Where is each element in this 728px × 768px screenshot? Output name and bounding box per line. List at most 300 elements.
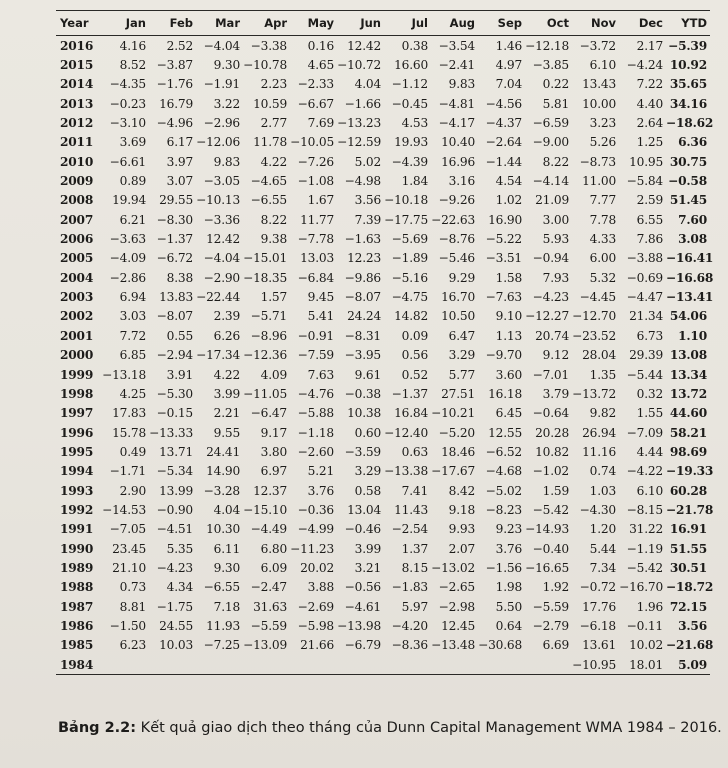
month-cell: 6.69 <box>542 638 569 653</box>
month-cell: −14.93 <box>525 522 569 537</box>
month-cell: 3.79 <box>542 386 569 401</box>
month-cell: 12.37 <box>253 483 287 498</box>
ytd-cell: 13.08 <box>669 348 707 363</box>
month-cell: −6.79 <box>344 638 381 653</box>
month-cell: 6.10 <box>636 483 663 498</box>
month-cell: −1.12 <box>391 77 428 92</box>
month-cell: 5.35 <box>166 541 193 556</box>
year-cell: 2007 <box>60 212 94 227</box>
month-cell: 6.23 <box>119 638 146 653</box>
month-cell: 19.94 <box>112 193 146 208</box>
month-cell: −7.25 <box>203 638 240 653</box>
month-cell: 9.83 <box>213 154 240 169</box>
month-cell: 1.25 <box>636 135 663 150</box>
month-cell: 7.77 <box>589 193 616 208</box>
month-cell: 3.16 <box>448 174 475 189</box>
month-cell: 9.10 <box>495 309 522 324</box>
column-header-apr: Apr <box>243 11 290 36</box>
month-cell: −5.22 <box>485 232 522 247</box>
month-cell: −5.30 <box>156 386 193 401</box>
month-cell: −4.14 <box>532 174 569 189</box>
month-cell: −4.23 <box>532 290 569 305</box>
table-row <box>56 539 710 558</box>
year-cell: 2003 <box>60 290 94 305</box>
month-cell: 3.29 <box>448 348 475 363</box>
table-row <box>56 365 710 384</box>
month-cell: −2.64 <box>485 135 522 150</box>
month-cell: 2.64 <box>636 116 663 131</box>
column-header-may: May <box>290 11 337 36</box>
table-row <box>56 578 710 597</box>
year-cell: 2006 <box>60 232 94 247</box>
month-cell: 4.04 <box>213 502 240 517</box>
month-cell: 0.63 <box>401 444 428 459</box>
month-cell: 6.97 <box>260 464 287 479</box>
month-cell: 11.16 <box>582 444 616 459</box>
month-cell: −5.84 <box>626 174 663 189</box>
month-cell: 4.44 <box>636 444 663 459</box>
month-cell: 0.60 <box>354 425 381 440</box>
month-cell: 10.00 <box>582 96 616 111</box>
month-cell: 0.52 <box>401 367 428 382</box>
month-cell: −2.41 <box>438 58 475 73</box>
table-row <box>56 462 710 481</box>
month-cell: 6.26 <box>213 328 240 343</box>
column-header-year: Year <box>56 11 102 36</box>
month-cell: 1.20 <box>589 522 616 537</box>
column-header-sep: Sep <box>478 11 525 36</box>
month-cell: 6.45 <box>495 406 522 421</box>
month-cell: −8.73 <box>579 154 616 169</box>
ytd-cell: 13.34 <box>669 367 707 382</box>
year-cell: 1984 <box>56 655 102 675</box>
month-cell: 1.96 <box>636 599 663 614</box>
month-cell: 7.86 <box>636 232 663 247</box>
ytd-cell: 51.45 <box>669 193 707 208</box>
month-cell: 1.03 <box>589 483 616 498</box>
month-cell: 3.07 <box>166 174 193 189</box>
month-cell: −8.15 <box>626 502 663 517</box>
month-cell: −0.69 <box>626 270 663 285</box>
month-cell: −5.16 <box>391 270 428 285</box>
month-cell: −10.78 <box>243 58 287 73</box>
table-row <box>56 113 710 132</box>
month-cell: 0.56 <box>401 348 428 363</box>
month-cell: 9.18 <box>448 502 475 517</box>
month-cell: −13.48 <box>431 638 475 653</box>
month-cell: −4.45 <box>579 290 616 305</box>
month-cell: 13.03 <box>300 251 334 266</box>
month-cell: −3.59 <box>344 444 381 459</box>
month-cell: −3.63 <box>109 232 146 247</box>
month-cell: 3.00 <box>542 212 569 227</box>
month-cell: 3.80 <box>260 444 287 459</box>
month-cell: 1.58 <box>495 270 522 285</box>
month-cell: −12.36 <box>243 348 287 363</box>
month-cell: −1.83 <box>391 580 428 595</box>
ytd-cell: −16.41 <box>666 251 714 266</box>
month-cell: 5.32 <box>589 270 616 285</box>
month-cell: −3.95 <box>344 348 381 363</box>
month-cell: −5.42 <box>626 560 663 575</box>
ytd-cell: 60.28 <box>669 483 707 498</box>
month-cell: 21.09 <box>535 193 569 208</box>
month-cell: −10.95 <box>572 655 619 675</box>
month-cell: −2.79 <box>532 618 569 633</box>
month-cell: −5.46 <box>438 251 475 266</box>
month-cell: −4.65 <box>250 174 287 189</box>
month-cell: 20.74 <box>535 328 569 343</box>
month-cell: −4.47 <box>626 290 663 305</box>
month-cell: −12.70 <box>572 309 616 324</box>
month-cell: −2.60 <box>297 444 334 459</box>
ytd-cell: −13.41 <box>666 290 714 305</box>
month-cell: −9.86 <box>344 270 381 285</box>
month-cell: 7.72 <box>119 328 146 343</box>
month-cell: 2.90 <box>119 483 146 498</box>
month-cell: 7.18 <box>213 599 240 614</box>
month-cell: 5.21 <box>307 464 334 479</box>
month-cell: 18.01 <box>619 655 666 675</box>
table-row <box>56 55 710 74</box>
month-cell: −4.20 <box>391 618 428 633</box>
month-cell: −6.47 <box>250 406 287 421</box>
month-cell: −4.51 <box>156 522 193 537</box>
month-cell: 15.78 <box>112 425 146 440</box>
month-cell: 3.99 <box>354 541 381 556</box>
month-cell: 8.81 <box>119 599 146 614</box>
table-caption <box>58 720 722 736</box>
ytd-cell: 58.21 <box>669 425 707 440</box>
month-cell: −0.36 <box>297 502 334 517</box>
month-cell: −1.19 <box>626 541 663 556</box>
table-row <box>56 191 710 210</box>
table-row <box>56 404 710 423</box>
year-cell: 1987 <box>60 599 94 614</box>
month-cell: −18.35 <box>243 270 287 285</box>
month-cell: −10.21 <box>431 406 475 421</box>
year-cell: 2000 <box>60 348 94 363</box>
table-row <box>56 268 710 287</box>
month-cell: 3.23 <box>589 116 616 131</box>
month-cell: 10.40 <box>441 135 475 150</box>
month-cell: 8.38 <box>166 270 193 285</box>
month-cell: 9.82 <box>589 406 616 421</box>
month-cell <box>243 655 290 675</box>
year-cell: 2008 <box>60 193 94 208</box>
column-header-jun: Jun <box>337 11 384 36</box>
year-cell: 2014 <box>60 77 94 92</box>
month-cell: −0.72 <box>579 580 616 595</box>
column-header-jul: Jul <box>384 11 431 36</box>
month-cell: −3.51 <box>485 251 522 266</box>
month-cell: 1.57 <box>260 290 287 305</box>
month-cell <box>478 655 525 675</box>
month-cell: 3.22 <box>213 96 240 111</box>
month-cell <box>431 655 478 675</box>
month-cell: −4.96 <box>156 116 193 131</box>
month-cell: 2.59 <box>636 193 663 208</box>
table-row <box>56 287 710 306</box>
month-cell: −2.65 <box>438 580 475 595</box>
month-cell: −0.38 <box>344 386 381 401</box>
month-cell: 2.21 <box>213 406 240 421</box>
month-cell: −5.59 <box>532 599 569 614</box>
month-cell: 18.46 <box>441 444 475 459</box>
month-cell: 9.61 <box>354 367 381 382</box>
month-cell: −4.56 <box>485 96 522 111</box>
month-cell: 11.43 <box>394 502 428 517</box>
column-header-mar: Mar <box>196 11 243 36</box>
month-cell: −0.11 <box>626 618 663 633</box>
ytd-cell: 98.69 <box>669 444 707 459</box>
month-cell: 9.55 <box>213 425 240 440</box>
month-cell: 21.66 <box>300 638 334 653</box>
month-cell: 6.09 <box>260 560 287 575</box>
month-cell: 9.45 <box>307 290 334 305</box>
month-cell: 16.60 <box>394 58 428 73</box>
month-cell: 3.29 <box>354 464 381 479</box>
month-cell: 2.77 <box>260 116 287 131</box>
year-cell: 1989 <box>60 560 94 575</box>
month-cell: 3.99 <box>213 386 240 401</box>
month-cell: −4.17 <box>438 116 475 131</box>
month-cell: 11.77 <box>300 212 334 227</box>
month-cell: −4.68 <box>485 464 522 479</box>
month-cell: 6.55 <box>636 212 663 227</box>
month-cell: −5.71 <box>250 309 287 324</box>
table-row <box>56 384 710 403</box>
month-cell: 3.88 <box>307 580 334 595</box>
month-cell: 9.30 <box>213 58 240 73</box>
month-cell: 5.77 <box>448 367 475 382</box>
month-cell: −12.06 <box>196 135 240 150</box>
month-cell: 4.65 <box>307 58 334 73</box>
month-cell: 14.90 <box>206 464 240 479</box>
month-cell <box>196 655 243 675</box>
month-cell: −7.01 <box>532 367 569 382</box>
month-cell: 6.47 <box>448 328 475 343</box>
month-cell: 0.89 <box>119 174 146 189</box>
month-cell: 0.58 <box>354 483 381 498</box>
table-body <box>56 36 714 675</box>
month-cell: 1.84 <box>401 174 428 189</box>
month-cell: 8.22 <box>542 154 569 169</box>
ytd-cell: −18.72 <box>666 580 714 595</box>
month-cell: −5.20 <box>438 425 475 440</box>
table-row <box>56 36 710 56</box>
month-cell: −13.72 <box>572 386 616 401</box>
month-cell: 12.55 <box>488 425 522 440</box>
month-cell: 3.97 <box>166 154 193 169</box>
month-cell: 0.09 <box>401 328 428 343</box>
month-cell: −8.07 <box>156 309 193 324</box>
month-cell: −13.23 <box>337 116 381 131</box>
month-cell: −1.56 <box>485 560 522 575</box>
month-cell: 5.50 <box>495 599 522 614</box>
year-cell: 1986 <box>60 618 94 633</box>
month-cell: 6.80 <box>260 541 287 556</box>
month-cell: −7.59 <box>297 348 334 363</box>
month-cell: −8.76 <box>438 232 475 247</box>
month-cell: −6.52 <box>485 444 522 459</box>
month-cell: −0.64 <box>532 406 569 421</box>
column-header-jan: Jan <box>102 11 149 36</box>
month-cell: 4.53 <box>401 116 428 131</box>
month-cell: −7.26 <box>297 154 334 169</box>
month-cell: 0.22 <box>542 77 569 92</box>
year-cell: 2009 <box>60 174 94 189</box>
month-cell: 4.25 <box>119 386 146 401</box>
ytd-cell: 30.51 <box>669 560 707 575</box>
year-cell: 2013 <box>60 96 94 111</box>
month-cell: −17.75 <box>384 212 428 227</box>
month-cell: 10.59 <box>253 96 287 111</box>
month-cell: 0.16 <box>307 38 334 53</box>
month-cell: 7.69 <box>307 116 334 131</box>
year-cell: 1998 <box>60 386 94 401</box>
month-cell: −7.05 <box>109 522 146 537</box>
ytd-cell: 35.65 <box>669 77 707 92</box>
month-cell: −3.28 <box>203 483 240 498</box>
month-cell: 12.45 <box>441 618 475 633</box>
table-row <box>56 171 710 190</box>
month-cell: −1.66 <box>344 96 381 111</box>
month-cell: 6.73 <box>636 328 663 343</box>
month-cell: 1.55 <box>636 406 663 421</box>
year-cell: 1999 <box>60 367 94 382</box>
table-row <box>56 152 710 171</box>
month-cell: −6.72 <box>156 251 193 266</box>
year-cell: 1995 <box>60 444 94 459</box>
month-cell: −12.40 <box>384 425 428 440</box>
month-cell: 11.93 <box>206 618 240 633</box>
month-cell: −1.18 <box>297 425 334 440</box>
month-cell: −6.59 <box>532 116 569 131</box>
year-cell: 1990 <box>60 541 94 556</box>
month-cell: 5.97 <box>401 599 428 614</box>
ytd-cell: 3.08 <box>678 232 707 247</box>
month-cell: 13.71 <box>159 444 193 459</box>
monthly-returns-table-wrap <box>56 10 714 675</box>
month-cell: −5.88 <box>297 406 334 421</box>
month-cell: 3.76 <box>495 541 522 556</box>
month-cell: 10.38 <box>347 406 381 421</box>
month-cell: 2.07 <box>448 541 475 556</box>
month-cell: −1.37 <box>156 232 193 247</box>
month-cell: 0.38 <box>401 38 428 53</box>
month-cell: 9.29 <box>448 270 475 285</box>
month-cell: −12.18 <box>525 38 569 53</box>
month-cell: −4.99 <box>297 522 334 537</box>
month-cell: 8.52 <box>119 58 146 73</box>
ytd-cell: −16.68 <box>666 270 714 285</box>
month-cell: 6.94 <box>119 290 146 305</box>
month-cell: 6.17 <box>166 135 193 150</box>
month-cell: −13.33 <box>149 425 193 440</box>
table-row <box>56 307 710 326</box>
month-cell: 0.74 <box>589 464 616 479</box>
ytd-cell: −21.68 <box>666 638 714 653</box>
month-cell: 10.95 <box>629 154 663 169</box>
month-cell: −13.02 <box>431 560 475 575</box>
month-cell: 4.22 <box>213 367 240 382</box>
month-cell: −1.71 <box>109 464 146 479</box>
month-cell: −3.72 <box>579 38 616 53</box>
month-cell: 9.30 <box>213 560 240 575</box>
month-cell: 13.04 <box>347 502 381 517</box>
table-row <box>56 249 710 268</box>
month-cell: 9.93 <box>448 522 475 537</box>
month-cell: −23.52 <box>572 328 616 343</box>
year-cell: 1992 <box>60 502 94 517</box>
month-cell: 16.70 <box>441 290 475 305</box>
ytd-cell: 3.56 <box>678 618 707 633</box>
month-cell: 6.00 <box>589 251 616 266</box>
ytd-cell: 54.06 <box>669 309 707 324</box>
month-cell: 5.26 <box>589 135 616 150</box>
month-cell: −3.38 <box>250 38 287 53</box>
month-cell: −3.54 <box>438 38 475 53</box>
month-cell: 1.59 <box>542 483 569 498</box>
table-header <box>56 11 710 36</box>
year-cell: 2005 <box>60 251 94 266</box>
month-cell: −16.65 <box>525 560 569 575</box>
month-cell: 4.33 <box>589 232 616 247</box>
month-cell: −4.39 <box>391 154 428 169</box>
month-cell <box>384 655 431 675</box>
month-cell: −1.44 <box>485 154 522 169</box>
caption-label: Bảng 2.2: <box>58 720 137 736</box>
month-cell: −4.04 <box>203 38 240 53</box>
table-row <box>56 655 710 675</box>
month-cell: −2.94 <box>156 348 193 363</box>
month-cell: 3.21 <box>354 560 381 575</box>
month-cell: 1.13 <box>495 328 522 343</box>
month-cell: −17.67 <box>431 464 475 479</box>
month-cell: −9.00 <box>532 135 569 150</box>
month-cell: −8.31 <box>344 328 381 343</box>
month-cell: 29.55 <box>159 193 193 208</box>
year-cell: 2012 <box>60 116 94 131</box>
month-cell: 1.35 <box>589 367 616 382</box>
month-cell: −2.98 <box>438 599 475 614</box>
ytd-cell: 51.55 <box>669 541 707 556</box>
month-cell: −16.70 <box>619 580 663 595</box>
column-header-dec: Dec <box>619 11 666 36</box>
ytd-cell: −18.62 <box>666 116 714 131</box>
month-cell <box>149 655 196 675</box>
month-cell: 2.17 <box>636 38 663 53</box>
table-row <box>56 133 710 152</box>
month-cell: 7.93 <box>542 270 569 285</box>
month-cell: 31.22 <box>629 522 663 537</box>
month-cell: −1.75 <box>156 599 193 614</box>
month-cell: 13.61 <box>582 638 616 653</box>
month-cell: −7.09 <box>626 425 663 440</box>
month-cell: −6.67 <box>297 96 334 111</box>
table-row <box>56 616 710 635</box>
month-cell: 10.02 <box>629 638 663 653</box>
month-cell: −11.05 <box>243 386 287 401</box>
month-cell: 31.63 <box>253 599 287 614</box>
column-header-feb: Feb <box>149 11 196 36</box>
month-cell: 7.04 <box>495 77 522 92</box>
month-cell: −8.96 <box>250 328 287 343</box>
table-row <box>56 346 710 365</box>
month-cell: 14.82 <box>394 309 428 324</box>
table-row <box>56 481 710 500</box>
